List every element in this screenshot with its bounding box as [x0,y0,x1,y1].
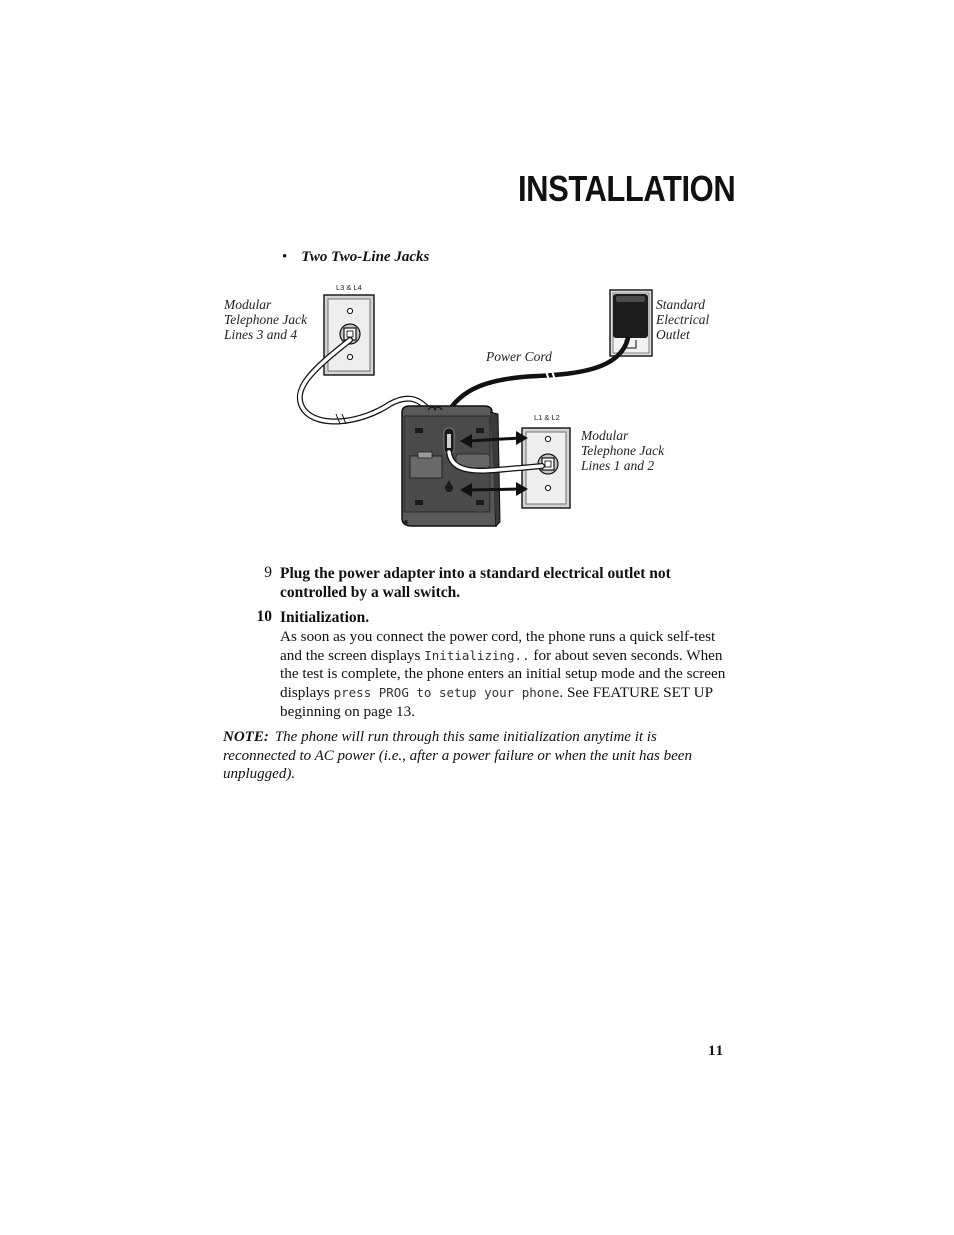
note [223,728,723,784]
wall-jack-l3l4-illustration [324,295,374,375]
para-text: . See FEATURE SET UP beginning on page 13. [280,684,713,720]
jack-tag-l1l2: L1 & L2 [534,413,560,422]
bullet: • [282,249,288,265]
page-number: 11 [708,1043,725,1059]
phone-base-illustration [402,406,500,526]
initialization-paragraph [280,628,732,722]
step-number: 10 [256,608,272,625]
label-electrical-outlet: Standard Electrical Outlet [656,297,710,342]
label-power-cord: Power Cord [486,349,552,364]
note-text: The phone will run through this same initialization anytime it is reconnected to AC power (i.e., after a power failure or when the unit has been unplugged). [223,729,692,782]
display-text-press-prog: press PROG to setup your phone [333,685,560,701]
installation-diagram [220,282,740,532]
section-heading [282,249,429,266]
para-text: for about seven seconds. When the test is complete, the phone enters an initial setup mode and the screen displays [280,646,726,702]
page-title: INSTALLATION [518,168,736,209]
display-text-initializing: Initializing.. [424,647,530,663]
label-jack-lines-3-4: Modular Telephone Jack Lines 3 and 4 [224,297,308,342]
jack-tag-l3l4: L3 & L4 [336,283,362,292]
note-label: NOTE: [223,729,269,745]
label-jack-lines-1-2: Modular Telephone Jack Lines 1 and 2 [581,428,665,473]
step-title: Initialization. [280,609,370,626]
step-number: 9 [264,564,272,581]
section-heading-text: Two Two-Line Jacks [301,249,430,265]
electrical-outlet-illustration [610,290,652,356]
para-text: As soon as you connect the power cord, the phone runs a quick self-test and the screen displays [280,628,716,664]
step-text: Plug the power adapter into a standard electrical outlet not controlled by a wall switch. [280,565,671,601]
